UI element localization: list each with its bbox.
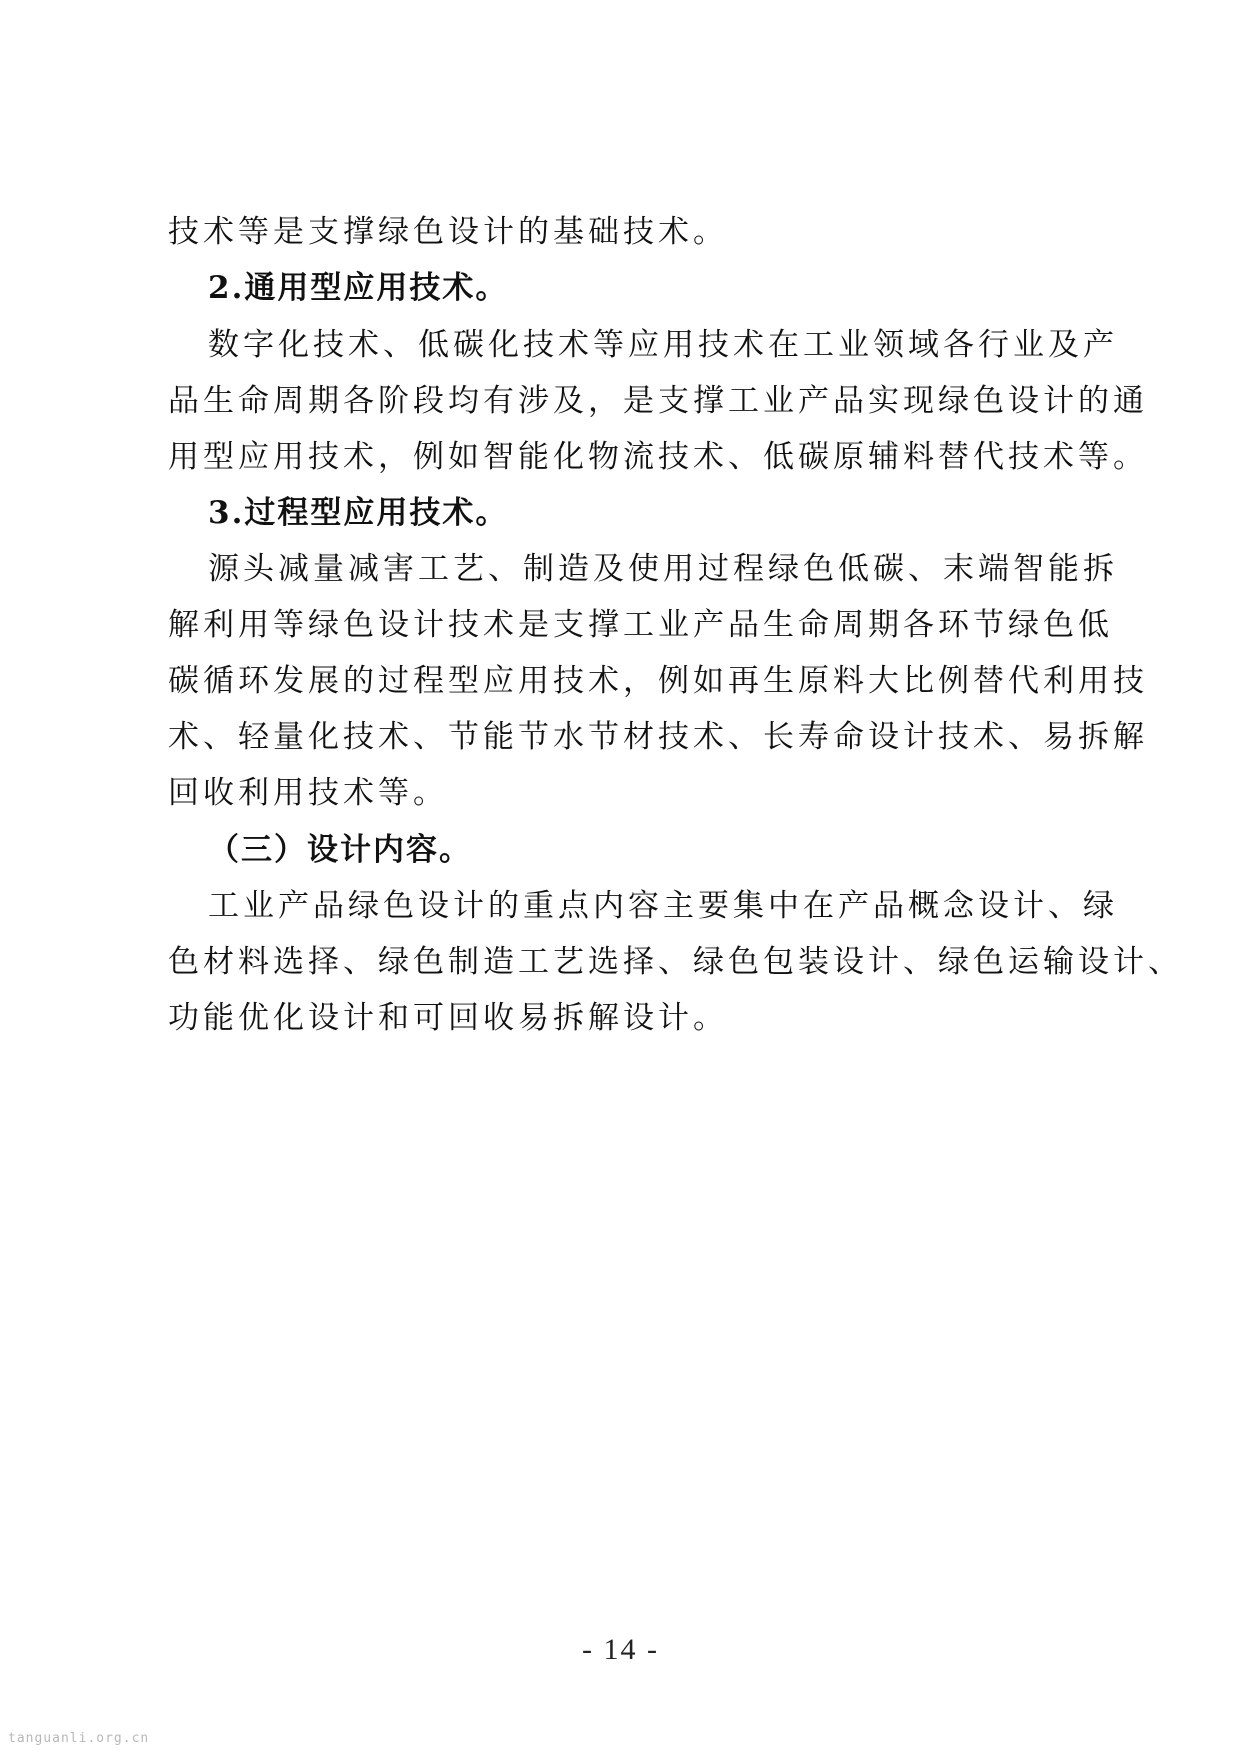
section-heading-3: 3.过程型应用技术。: [208, 495, 509, 531]
body-text-line: 品生命周期各阶段均有涉及，是支撑工业产品实现绿色设计的通: [168, 383, 1148, 419]
watermark-text: tanguanli.org.cn: [8, 1731, 150, 1746]
section-heading-design-content: （三）设计内容。: [208, 832, 472, 868]
body-text-line: 术、轻量化技术、节能节水节材技术、长寿命设计技术、易拆解: [168, 719, 1148, 755]
body-text-line: 解利用等绿色设计技术是支撑工业产品生命周期各环节绿色低: [168, 607, 1113, 643]
body-text-line: 工业产品绿色设计的重点内容主要集中在产品概念设计、绿: [208, 888, 1118, 924]
page-number: - 14 -: [582, 1633, 659, 1666]
body-text-line: 回收利用技术等。: [168, 775, 448, 811]
body-text-line: 源头减量减害工艺、制造及使用过程绿色低碳、末端智能拆: [208, 551, 1118, 587]
body-text-line: 色材料选择、绿色制造工艺选择、绿色包装设计、绿色运输设计、: [168, 944, 1183, 980]
body-text-line: 用型应用技术，例如智能化物流技术、低碳原辅料替代技术等。: [168, 439, 1148, 475]
body-text-line: 碳循环发展的过程型应用技术，例如再生原料大比例替代利用技: [168, 663, 1148, 699]
body-text-line: 功能优化设计和可回收易拆解设计。: [168, 1000, 728, 1036]
body-text-line: 技术等是支撑绿色设计的基础技术。: [168, 214, 728, 250]
body-text-line: 数字化技术、低碳化技术等应用技术在工业领域各行业及产: [208, 327, 1118, 363]
section-heading-2: 2.通用型应用技术。: [208, 270, 509, 306]
